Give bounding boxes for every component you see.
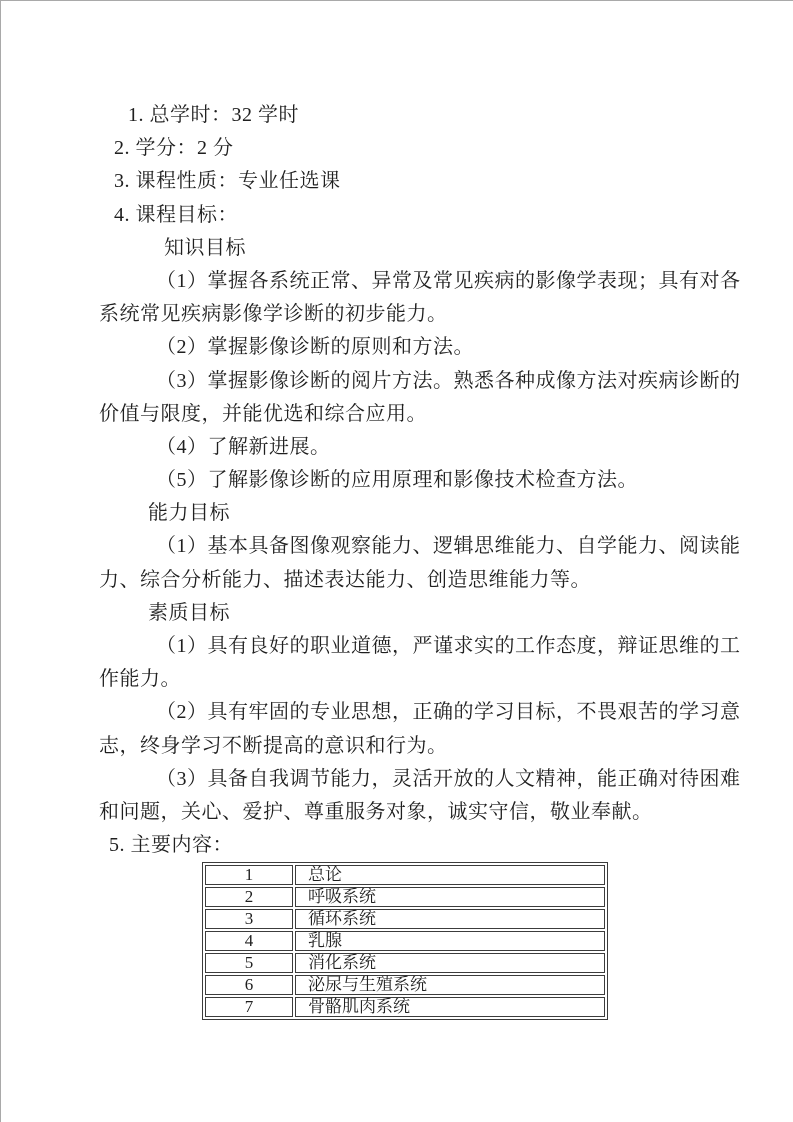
table-cell-topic: 总论 <box>295 865 605 885</box>
paragraph-line: （2）具有牢固的专业思想，正确的学习目标，不畏艰苦的学习意 <box>156 701 741 724</box>
paragraph-line: 作能力。 <box>99 668 181 691</box>
document-body <box>1 1 793 1020</box>
list-item-course-type: 3. 课程性质：专业任选课 <box>114 170 341 193</box>
table-row <box>205 909 605 929</box>
table-row <box>205 953 605 973</box>
paragraph-line: 志，终身学习不断提高的意识和行为。 <box>99 734 448 757</box>
table-cell-number: 3 <box>205 909 293 929</box>
paragraph-line: （3）具备自我调节能力，灵活开放的人文精神，能正确对待困难 <box>156 767 741 790</box>
list-item-course-goals: 4. 课程目标： <box>114 203 238 226</box>
list-item-main-contents: 5. 主要内容： <box>109 834 233 857</box>
subheading-knowledge-goals: 知识目标 <box>164 236 246 259</box>
paragraph-line: 和问题，关心、爱护、尊重服务对象，诚实守信，敬业奉献。 <box>99 800 653 823</box>
subheading-quality-goals: 素质目标 <box>148 601 230 624</box>
paragraph-line: 价值与限度，并能优选和综合应用。 <box>99 402 427 425</box>
table-row <box>205 975 605 995</box>
table-cell-number: 6 <box>205 975 293 995</box>
paragraph-line: （2）掌握影像诊断的原则和方法。 <box>156 336 474 359</box>
contents-table <box>202 862 608 1020</box>
table-cell-number: 7 <box>205 997 293 1017</box>
paragraph-line: （3）掌握影像诊断的阅片方法。熟悉各种成像方法对疾病诊断的 <box>156 369 741 392</box>
list-item-credits: 2. 学分：2 分 <box>114 137 234 160</box>
table-row <box>205 997 605 1017</box>
list-item-total-hours: 1. 总学时：32 学时 <box>128 104 299 126</box>
paragraph-line: 力、综合分析能力、描述表达能力、创造思维能力等。 <box>99 568 591 591</box>
table-cell-topic: 泌尿与生殖系统 <box>295 975 605 995</box>
table-cell-number: 1 <box>205 865 293 885</box>
paragraph-line: 系统常见疾病影像学诊断的初步能力。 <box>99 303 448 326</box>
paragraph-line: （4）了解新进展。 <box>156 435 331 458</box>
paragraph-line: （5）了解影像诊断的应用原理和影像技术检查方法。 <box>156 469 638 492</box>
table-cell-topic: 消化系统 <box>295 953 605 973</box>
table-cell-topic: 乳腺 <box>295 931 605 951</box>
subheading-ability-goals: 能力目标 <box>148 502 230 525</box>
table-cell-topic: 骨骼肌肉系统 <box>295 997 605 1017</box>
table-cell-topic: 呼吸系统 <box>295 887 605 907</box>
table-cell-topic: 循环系统 <box>295 909 605 929</box>
table-row <box>205 931 605 951</box>
table-row <box>205 887 605 907</box>
table-cell-number: 4 <box>205 931 293 951</box>
paragraph-line: （1）具有良好的职业道德，严谨求实的工作态度，辩证思维的工 <box>156 635 741 657</box>
paragraph-line: （1）掌握各系统正常、异常及常见疾病的影像学表现；具有对各 <box>156 269 741 292</box>
table-row <box>205 865 605 885</box>
table-cell-number: 5 <box>205 953 293 973</box>
table-cell-number: 2 <box>205 887 293 907</box>
paragraph-line: （1）基本具备图像观察能力、逻辑思维能力、自学能力、阅读能 <box>156 535 741 558</box>
